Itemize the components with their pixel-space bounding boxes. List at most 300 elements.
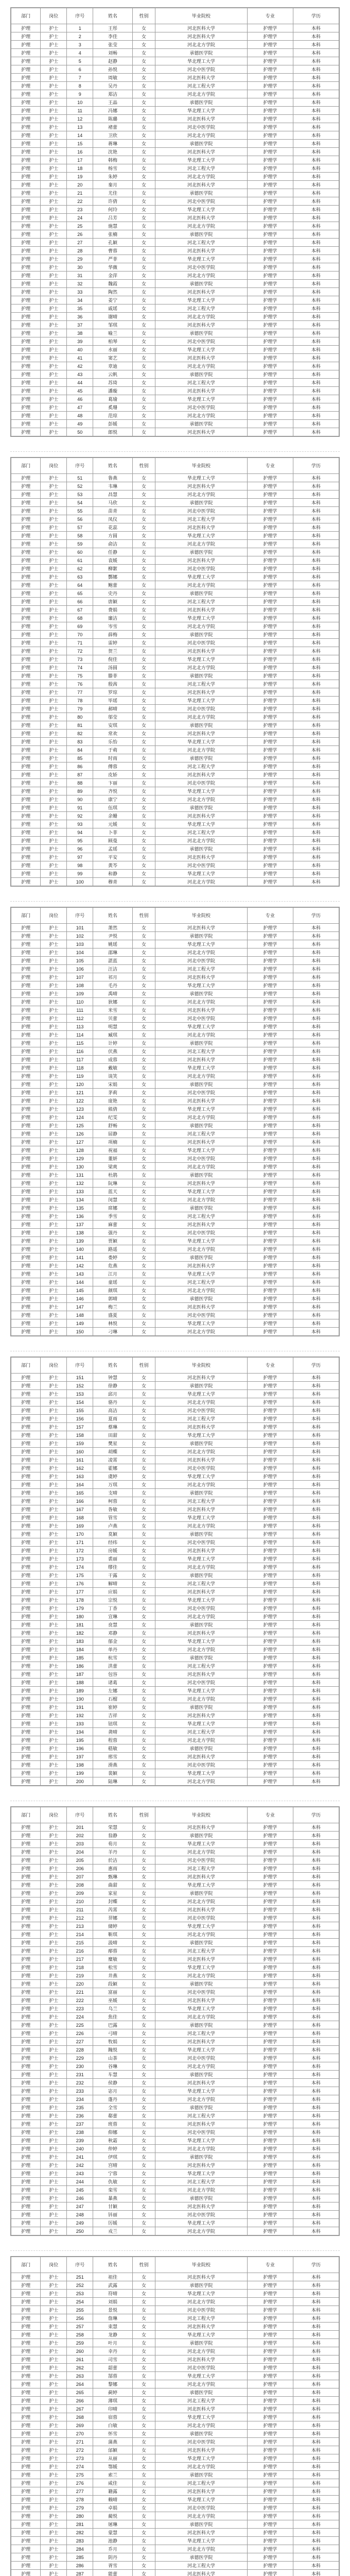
table-row (11, 1679, 339, 1687)
cell-dept: 护理 (11, 206, 41, 214)
cell-school: 华北理工大学 (155, 1922, 247, 1930)
cell-sex: 女 (132, 2529, 155, 2537)
cell-sex: 女 (132, 490, 155, 499)
cell-no: 40 (67, 346, 93, 354)
cell-no: 38 (67, 329, 93, 337)
cell-major: 护理学 (247, 1514, 293, 1522)
cell-major: 护理学 (247, 2062, 293, 2071)
cell-edu: 本科 (293, 280, 339, 288)
cell-sex: 女 (132, 2331, 155, 2339)
table-row (11, 1711, 339, 1720)
cell-sex: 女 (132, 197, 155, 206)
cell-no: 72 (67, 647, 93, 655)
roster-table (11, 457, 339, 886)
cell-no: 164 (67, 1481, 93, 1489)
table-row (11, 1464, 339, 1472)
column-header-school: 毕业院校 (155, 908, 247, 924)
table-row (11, 164, 339, 173)
cell-major: 护理学 (247, 272, 293, 280)
cell-sex: 女 (132, 2487, 155, 2496)
cell-major: 护理学 (247, 1679, 293, 1687)
table-row (11, 1840, 339, 1848)
cell-major: 护理学 (247, 1662, 293, 1670)
cell-school: 华北理工大学 (155, 2331, 247, 2339)
cell-school: 河北医科大学 (155, 2273, 247, 2281)
cell-no: 116 (67, 1047, 93, 1056)
cell-school: 华北理工大学 (155, 2290, 247, 2298)
cell-major: 护理学 (247, 2029, 293, 2038)
cell-school: 河北医科大学 (155, 2323, 247, 2331)
cell-gang: 护士 (41, 379, 67, 387)
cell-no: 101 (67, 924, 93, 932)
table-row (11, 2463, 339, 2471)
cell-major: 护理学 (247, 1613, 293, 1621)
cell-gang: 护士 (41, 65, 67, 74)
cell-major: 护理学 (247, 1237, 293, 1245)
cell-gang: 护士 (41, 837, 67, 845)
cell-no: 205 (67, 1856, 93, 1865)
cell-major: 护理学 (247, 1881, 293, 1889)
cell-edu: 本科 (293, 820, 339, 828)
cell-gang: 护士 (41, 1703, 67, 1711)
table-row (11, 2545, 339, 2553)
column-header-gang: 岗位 (41, 8, 67, 24)
cell-no: 215 (67, 1939, 93, 1947)
cell-sex: 女 (132, 2479, 155, 2487)
cell-sex: 女 (132, 1456, 155, 1464)
cell-sex: 女 (132, 1522, 155, 1530)
cell-name: 栾雪 (93, 2186, 132, 2194)
cell-major: 护理学 (247, 395, 293, 403)
cell-school: 华北理工大学 (155, 2137, 247, 2145)
cell-edu: 本科 (293, 2438, 339, 2446)
cell-gang: 护士 (41, 1497, 67, 1505)
cell-gang: 护士 (41, 1105, 67, 1113)
cell-sex: 女 (132, 754, 155, 762)
cell-school: 河北中医学院 (155, 1311, 247, 1319)
cell-sex: 女 (132, 181, 155, 189)
cell-edu: 本科 (293, 804, 339, 812)
cell-dept: 护理 (11, 2463, 41, 2471)
cell-name: 宓月 (93, 2087, 132, 2095)
cell-gang: 护士 (41, 482, 67, 490)
cell-sex: 女 (132, 2054, 155, 2062)
cell-dept: 护理 (11, 1188, 41, 1196)
cell-sex: 女 (132, 1711, 155, 1720)
cell-major: 护理学 (247, 965, 293, 973)
cell-edu: 本科 (293, 924, 339, 932)
cell-school: 河北北方学院 (155, 1163, 247, 1171)
cell-name: 祖佳 (93, 2273, 132, 2281)
cell-school: 承德医学院 (155, 420, 247, 428)
cell-sex: 女 (132, 697, 155, 705)
cell-name: 康宁 (93, 795, 132, 804)
cell-sex: 女 (132, 2211, 155, 2219)
cell-no: 18 (67, 164, 93, 173)
cell-edu: 本科 (293, 1064, 339, 1072)
cell-dept: 护理 (11, 1464, 41, 1472)
cell-school: 河北工程大学 (155, 2397, 247, 2405)
cell-gang: 护士 (41, 2512, 67, 2520)
cell-dept: 护理 (11, 1972, 41, 1980)
cell-edu: 本科 (293, 74, 339, 82)
table-row (11, 57, 339, 65)
table-row (11, 878, 339, 886)
cell-dept: 护理 (11, 1897, 41, 1906)
cell-dept: 护理 (11, 2454, 41, 2463)
cell-edu: 本科 (293, 1472, 339, 1481)
cell-dept: 护理 (11, 2520, 41, 2529)
cell-no: 179 (67, 1604, 93, 1613)
cell-edu: 本科 (293, 1695, 339, 1703)
cell-dept: 护理 (11, 1563, 41, 1571)
table-row (11, 148, 339, 156)
cell-gang: 护士 (41, 1481, 67, 1489)
cell-no: 185 (67, 1654, 93, 1662)
cell-edu: 本科 (293, 1889, 339, 1897)
cell-sex: 女 (132, 74, 155, 82)
cell-dept: 护理 (11, 631, 41, 639)
cell-dept: 护理 (11, 1728, 41, 1736)
table-row (11, 2029, 339, 2038)
column-header-dept: 部门 (11, 908, 41, 924)
cell-gang: 护士 (41, 957, 67, 965)
cell-gang: 护士 (41, 296, 67, 304)
cell-name: 徐静 (93, 1382, 132, 1390)
cell-school: 河北医科大学 (155, 1179, 247, 1188)
cell-sex: 女 (132, 2504, 155, 2512)
cell-school: 河北工程大学 (155, 2479, 247, 2487)
cell-gang: 护士 (41, 156, 67, 164)
table-row (11, 713, 339, 721)
cell-sex: 女 (132, 1253, 155, 1262)
table-row (11, 2071, 339, 2079)
cell-edu: 本科 (293, 1237, 339, 1245)
cell-no: 279 (67, 2504, 93, 2512)
cell-edu: 本科 (293, 403, 339, 412)
cell-sex: 女 (132, 239, 155, 247)
cell-name: 羿娜 (93, 1914, 132, 1922)
cell-school: 承德医学院 (155, 49, 247, 57)
cell-no: 172 (67, 1547, 93, 1555)
cell-gang: 护士 (41, 1253, 67, 1262)
cell-school: 河北北方学院 (155, 2062, 247, 2071)
cell-school: 河北医科大学 (155, 1588, 247, 1596)
cell-sex: 女 (132, 853, 155, 861)
cell-gang: 护士 (41, 1769, 67, 1777)
table-row (11, 1253, 339, 1262)
table-row (11, 1613, 339, 1621)
cell-no: 82 (67, 730, 93, 738)
cell-dept: 护理 (11, 354, 41, 362)
cell-sex: 女 (132, 1865, 155, 1873)
table-row (11, 230, 339, 239)
table-row (11, 924, 339, 932)
cell-dept: 护理 (11, 1711, 41, 1720)
cell-gang: 护士 (41, 412, 67, 420)
table-row (11, 1637, 339, 1646)
cell-name: 成蓉 (93, 1056, 132, 1064)
cell-edu: 本科 (293, 148, 339, 156)
cell-school: 承德医学院 (155, 499, 247, 507)
cell-gang: 护士 (41, 1089, 67, 1097)
cell-edu: 本科 (293, 573, 339, 581)
cell-dept: 护理 (11, 57, 41, 65)
cell-name: 穆青 (93, 878, 132, 886)
table-row (11, 1056, 339, 1064)
cell-sex: 女 (132, 1286, 155, 1295)
cell-name: 阴丹 (93, 2553, 132, 2562)
table-row (11, 337, 339, 346)
cell-major: 护理学 (247, 1963, 293, 1972)
cell-edu: 本科 (293, 2504, 339, 2512)
cell-dept: 护理 (11, 1406, 41, 1415)
cell-sex: 女 (132, 1023, 155, 1031)
cell-sex: 女 (132, 1637, 155, 1646)
cell-major: 护理学 (247, 1930, 293, 1939)
cell-dept: 护理 (11, 2071, 41, 2079)
cell-sex: 女 (132, 2537, 155, 2545)
cell-dept: 护理 (11, 1996, 41, 2005)
cell-dept: 护理 (11, 2087, 41, 2095)
cell-edu: 本科 (293, 412, 339, 420)
cell-sex: 女 (132, 2219, 155, 2227)
cell-edu: 本科 (293, 1679, 339, 1687)
cell-name: 杨雪 (93, 164, 132, 173)
table-row (11, 2128, 339, 2137)
cell-sex: 女 (132, 2570, 155, 2576)
table-row (11, 730, 339, 738)
cell-no: 264 (67, 2380, 93, 2388)
cell-major: 护理学 (247, 2380, 293, 2388)
cell-major: 护理学 (247, 2537, 293, 2545)
table-row (11, 123, 339, 131)
cell-school: 河北北方学院 (155, 2512, 247, 2520)
cell-no: 230 (67, 2062, 93, 2071)
cell-major: 护理学 (247, 1122, 293, 1130)
cell-edu: 本科 (293, 2186, 339, 2194)
cell-edu: 本科 (293, 1286, 339, 1295)
cell-school: 河北中医学院 (155, 2364, 247, 2372)
cell-no: 93 (67, 820, 93, 828)
cell-sex: 女 (132, 2388, 155, 2397)
table-row (11, 1472, 339, 1481)
cell-gang: 护士 (41, 2005, 67, 2013)
cell-name: 茅莉 (93, 1089, 132, 1097)
cell-edu: 本科 (293, 1398, 339, 1406)
cell-no: 63 (67, 573, 93, 581)
cell-major: 护理学 (247, 606, 293, 614)
cell-name: 蒋琳 (93, 140, 132, 148)
cell-edu: 本科 (293, 2227, 339, 2235)
cell-no: 173 (67, 1555, 93, 1563)
column-header-dept: 部门 (11, 1807, 41, 1823)
table-row (11, 1753, 339, 1761)
cell-major: 护理学 (247, 412, 293, 420)
cell-name: 李佳 (93, 32, 132, 41)
cell-gang: 护士 (41, 2029, 67, 2038)
cell-no: 127 (67, 1138, 93, 1146)
cell-major: 护理学 (247, 1130, 293, 1138)
cell-sex: 女 (132, 140, 155, 148)
cell-sex: 女 (132, 2062, 155, 2071)
cell-edu: 本科 (293, 1547, 339, 1555)
column-header-no: 序号 (67, 8, 93, 24)
table-row (11, 2290, 339, 2298)
cell-name: 侯静 (93, 2079, 132, 2087)
cell-major: 护理学 (247, 2298, 293, 2306)
cell-sex: 女 (132, 123, 155, 131)
cell-edu: 本科 (293, 490, 339, 499)
cell-gang: 护士 (41, 622, 67, 631)
cell-no: 51 (67, 474, 93, 482)
cell-dept: 护理 (11, 738, 41, 746)
cell-major: 护理学 (247, 2471, 293, 2479)
cell-major: 护理学 (247, 41, 293, 49)
table-row (11, 2021, 339, 2029)
cell-dept: 护理 (11, 548, 41, 556)
table-row (11, 1563, 339, 1571)
table-row (11, 1163, 339, 1171)
cell-no: 277 (67, 2487, 93, 2496)
cell-sex: 女 (132, 507, 155, 515)
cell-school: 河北中医学院 (155, 2306, 247, 2314)
cell-major: 护理学 (247, 1621, 293, 1629)
table-row (11, 107, 339, 115)
cell-edu: 本科 (293, 614, 339, 622)
cell-dept: 护理 (11, 1039, 41, 1047)
cell-school: 华北理工大学 (155, 940, 247, 948)
cell-major: 护理学 (247, 1889, 293, 1897)
cell-dept: 护理 (11, 932, 41, 940)
cell-school: 河北医科大学 (155, 1262, 247, 1270)
cell-gang: 护士 (41, 1229, 67, 1237)
cell-major: 护理学 (247, 2013, 293, 2021)
cell-dept: 护理 (11, 313, 41, 321)
table-row (11, 589, 339, 598)
cell-school: 华北理工大学 (155, 1105, 247, 1113)
cell-sex: 女 (132, 1105, 155, 1113)
cell-name: 仰娜 (93, 2128, 132, 2137)
cell-name: 余姗 (93, 812, 132, 820)
cell-dept: 护理 (11, 1221, 41, 1229)
cell-sex: 女 (132, 474, 155, 482)
table-row (11, 1889, 339, 1897)
roster-sheet (10, 1357, 340, 1786)
cell-major: 护理学 (247, 2388, 293, 2397)
cell-major: 护理学 (247, 2364, 293, 2372)
cell-school: 承德医学院 (155, 140, 247, 148)
cell-dept: 护理 (11, 2314, 41, 2323)
cell-gang: 护士 (41, 2504, 67, 2512)
cell-school: 华北理工大学 (155, 2219, 247, 2227)
cell-school: 华北理工大学 (155, 2537, 247, 2545)
table-row (11, 2046, 339, 2054)
cell-name: 吴丹 (93, 82, 132, 90)
cell-major: 护理学 (247, 24, 293, 32)
cell-gang: 护士 (41, 1889, 67, 1897)
table-row (11, 1179, 339, 1188)
cell-dept: 护理 (11, 957, 41, 965)
cell-no: 113 (67, 1023, 93, 1031)
cell-name: 袁媛 (93, 556, 132, 565)
cell-edu: 本科 (293, 1456, 339, 1464)
cell-major: 护理学 (247, 2046, 293, 2054)
cell-no: 117 (67, 1056, 93, 1064)
cell-major: 护理学 (247, 2161, 293, 2170)
cell-gang: 护士 (41, 2364, 67, 2372)
cell-no: 286 (67, 2562, 93, 2570)
cell-school: 河北工程大学 (155, 1865, 247, 1873)
cell-sex: 女 (132, 2463, 155, 2471)
cell-no: 200 (67, 1777, 93, 1786)
cell-dept: 护理 (11, 965, 41, 973)
cell-no: 182 (67, 1629, 93, 1637)
cell-edu: 本科 (293, 1988, 339, 1996)
cell-dept: 护理 (11, 1703, 41, 1711)
cell-dept: 护理 (11, 589, 41, 598)
roster-table (11, 2257, 339, 2576)
cell-no: 95 (67, 837, 93, 845)
cell-sex: 女 (132, 1278, 155, 1286)
cell-gang: 护士 (41, 1423, 67, 1431)
cell-school: 河北中医学院 (155, 2438, 247, 2446)
cell-sex: 女 (132, 1761, 155, 1769)
cell-major: 护理学 (247, 428, 293, 436)
cell-sex: 女 (132, 2430, 155, 2438)
cell-edu: 本科 (293, 346, 339, 354)
cell-sex: 女 (132, 2413, 155, 2421)
cell-gang: 护士 (41, 346, 67, 354)
cell-name: 张莹 (93, 41, 132, 49)
cell-dept: 护理 (11, 499, 41, 507)
cell-name: 盛夏 (93, 1311, 132, 1319)
cell-dept: 护理 (11, 2397, 41, 2405)
cell-no: 254 (67, 2298, 93, 2306)
cell-gang: 护士 (41, 845, 67, 853)
cell-name: 骆丹 (93, 1398, 132, 1406)
cell-sex: 女 (132, 771, 155, 779)
cell-sex: 女 (132, 2290, 155, 2298)
cell-name: 颜琪 (93, 1286, 132, 1295)
cell-gang: 护士 (41, 2071, 67, 2079)
cell-name: 苗青 (93, 507, 132, 515)
cell-dept: 护理 (11, 164, 41, 173)
cell-major: 护理学 (247, 1464, 293, 1472)
table-row (11, 1897, 339, 1906)
table-row (11, 1906, 339, 1914)
table-row (11, 2372, 339, 2380)
cell-name: 邴蓉 (93, 1947, 132, 1955)
cell-dept: 护理 (11, 2170, 41, 2178)
cell-major: 护理学 (247, 1311, 293, 1319)
cell-name: 宫晴 (93, 2161, 132, 2170)
cell-edu: 本科 (293, 1006, 339, 1014)
cell-major: 护理学 (247, 2306, 293, 2314)
cell-no: 175 (67, 1571, 93, 1580)
cell-gang: 护士 (41, 1629, 67, 1637)
cell-no: 80 (67, 713, 93, 721)
cell-dept: 护理 (11, 173, 41, 181)
cell-sex: 女 (132, 164, 155, 173)
cell-school: 河北北方学院 (155, 1563, 247, 1571)
table-row (11, 672, 339, 680)
cell-edu: 本科 (293, 379, 339, 387)
cell-gang: 护士 (41, 1596, 67, 1604)
table-row (11, 705, 339, 713)
page-break (10, 2238, 340, 2251)
cell-gang: 护士 (41, 940, 67, 948)
